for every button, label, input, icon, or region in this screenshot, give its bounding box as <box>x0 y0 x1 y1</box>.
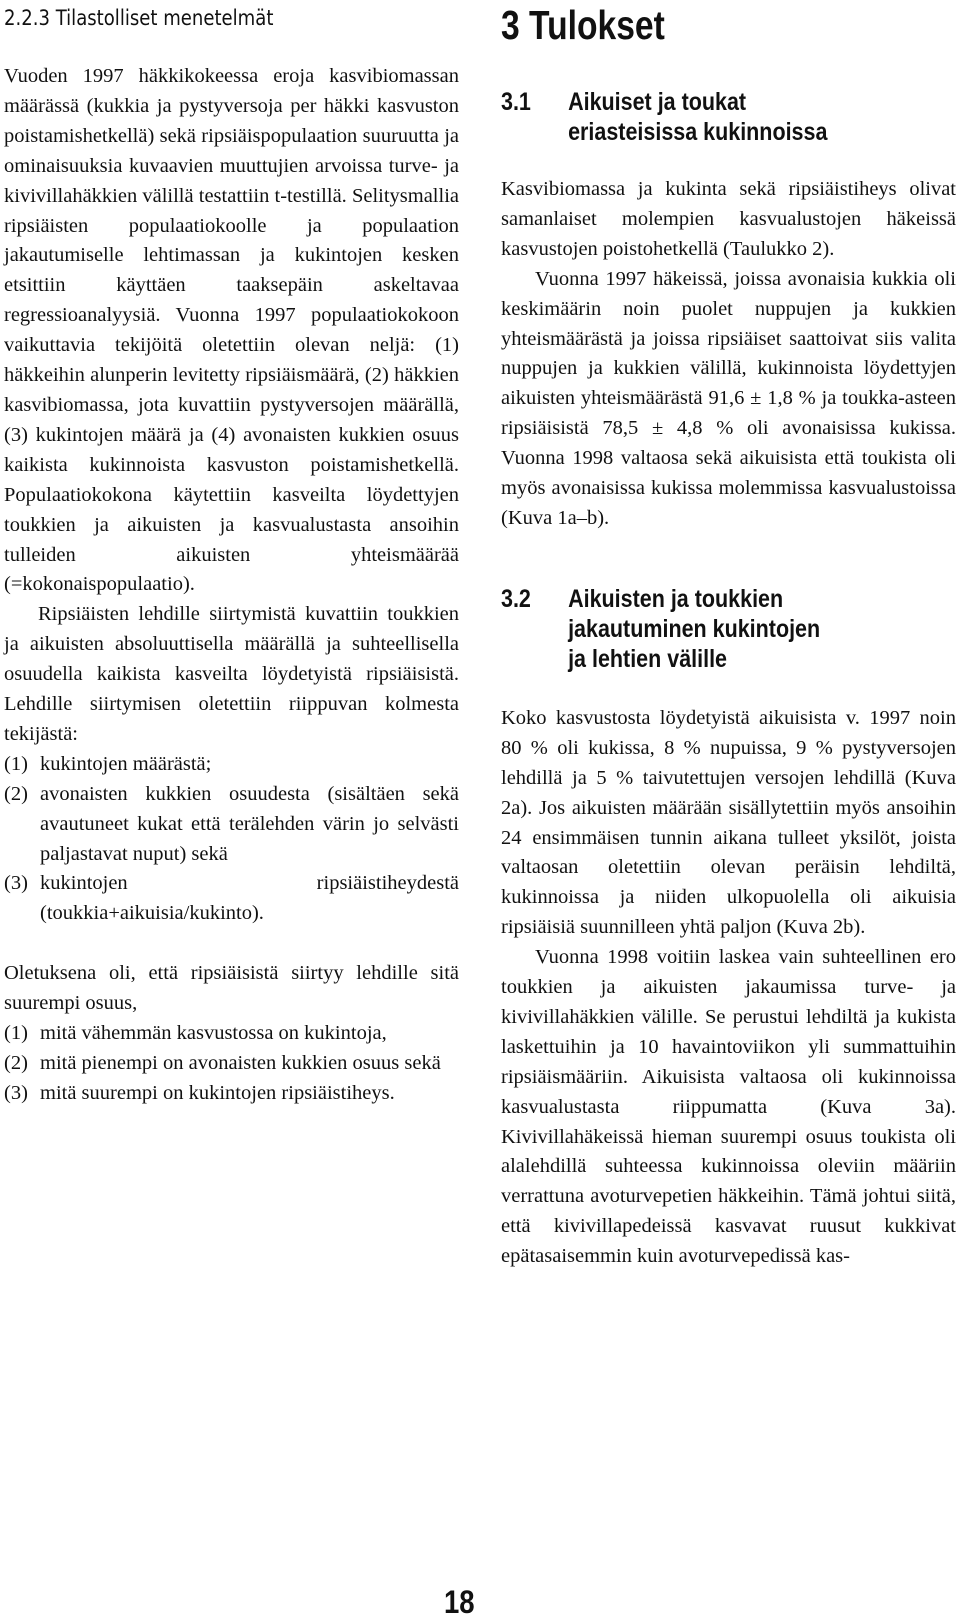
list-item-label: (1) <box>4 1022 28 1045</box>
list-item-label: (2) <box>4 782 28 805</box>
list-item-text: mitä pienempi on avonaisten kukkien osuus sekä <box>40 1052 441 1074</box>
section-number: 3.1 <box>501 88 531 116</box>
section-number: 3.2 <box>501 584 531 613</box>
list-item <box>4 750 459 780</box>
results-paragraph-3: Koko kasvustosta löydetyistä aikuisista v. 1997 noin 80 % oli kukissa, 8 % nupuissa, 9 % pystyversojen lehdillä ja 5 % taivutettujen versojen lehdillä (Kuva 2a). Jos aikuisten määrään sisällytettiin myös ansoihin 24 ensimmäisen tunnin aikana tulleet yksilöt, joista valtaosan oletettiin olevan peräisin lehdiltä, kukinnoissa ja niiden ulkopuolella oli aikuisia ripsiäisiä suunnilleen yhtä paljon (Kuva 2b). <box>501 706 956 939</box>
list-item <box>4 1049 459 1079</box>
list-item-text: kukintojen määrästä; <box>40 752 212 775</box>
subsection-heading: 2.2.3 Tilastolliset menetelmät <box>4 6 274 30</box>
list-item-text: avonaisten kukkien osuudesta (sisältäen sekä avautuneet kukat että terälehden värin jo selvästi paljastavat nuput) sekä <box>40 782 459 865</box>
chapter-heading: 3 Tulokset <box>501 2 665 48</box>
list-item-text: mitä vähemmän kasvustossa on kukintoja, <box>40 1022 387 1045</box>
methods-paragraph-1: Vuoden 1997 häkkikokeessa eroja kasvibiomassan määrässä (kukkia ja pystyversoja per häkki kasvuston poistamishetkellä) sekä ripsiäispopulaation suuruutta ja ominaisuuksia kuvaavien muuttujien arvoissa turve- ja kivivillahäkkien välillä testattiin t-testillä. Selitysmallia ripsiäisten populaatiokoolle ja populaation jakautumiselle lehtimassan ja kukintojen kesken etsittiin käyttäen taaksepäin askeltavaa regressioanalyysiä. Vuonna 1997 populaatiokokoon vaikuttavia tekijöitä oletettiin olevan neljä: (1) häkkeihin alunperin levitetty ripsiäismäärä, (2) häkkien kasvibiomassa, jota kuvattiin pystyversojen määrällä, (3) kukintojen määrä ja (4) avonaisten kukkien osuus kaikista kukinnoista kasvuston poistamishetkellä. Populaatiokokona käytettiin kasveilta löydettyjen toukkien ja aikuisten ja kasvualustasta ansoihin tulleiden aikuisten yhteismäärää (=kokonaispopulaatio). <box>4 65 459 596</box>
section-title-line: Aikuiset ja toukat <box>568 88 747 116</box>
list-item-label: (3) <box>4 1081 28 1104</box>
page-number: 18 <box>444 1584 475 1620</box>
section-title-line: jakautuminen kukintojen <box>568 614 821 643</box>
right-column <box>501 0 956 1272</box>
methods-paragraph-2: Ripsiäisten lehdille siirtymistä kuvattiin toukkien ja aikuisten absoluuttisella määrällä ja suhteellisella osuudella kaikista kasveilta löydetyistä ripsiäisistä. Lehdille siirtymisen oletettiin riippuvan kolmesta tekijästä: <box>4 603 459 745</box>
factor-list <box>4 750 459 929</box>
section-title-line: eriasteisissa kukinnoissa <box>568 118 828 146</box>
section-title-line: Aikuisten ja toukkien <box>568 584 784 613</box>
hypothesis-list <box>4 1019 459 1109</box>
hypothesis-paragraph: Oletuksena oli, että ripsiäisistä siirtyy lehdille sitä suurempi osuus, <box>4 962 459 1015</box>
list-item <box>4 1079 459 1109</box>
list-item-label: (3) <box>4 872 28 895</box>
list-item <box>4 869 459 929</box>
list-item-text: mitä suurempi on kukintojen ripsiäistiheys. <box>40 1081 395 1104</box>
results-paragraph-1: Kasvibiomassa ja kukinta sekä ripsiäistiheys olivat samanlaiset molempien kasvualustojen häkeissä kasvustojen poistohetkellä (Taulukko 2). <box>501 178 956 260</box>
section-title <box>568 87 827 147</box>
section-title-line: ja lehtien välille <box>568 644 728 673</box>
list-item <box>4 780 459 870</box>
list-item <box>4 1019 459 1049</box>
list-item-text: kukintojen ripsiäistiheydestä (toukkia+aikuisia/kukinto). <box>40 872 459 925</box>
results-paragraph-2: Vuonna 1997 häkeissä, joissa avonaisia kukkia oli keskimäärin noin puolet nuppujen ja kukkien yhteismäärästä ja joissa ripsiäiset saattoivat siis valita nuppujen ja kukkien välillä, kukinnoista löydettyjen aikuisten yhteismäärästä 91,6 ± 1,8 % ja toukka-asteen ripsiäisistä 78,5 ± 4,8 % oli avonaisissa kukissa. Vuonna 1998 valtaosa sekä aikuisista että toukista oli myös avonaisissa kukissa molemmissa kasvualustoissa (Kuva 1a–b). <box>501 267 956 529</box>
list-item-label: (2) <box>4 1052 28 1074</box>
results-paragraph-4: Vuonna 1998 voitiin laskea vain suhteellinen ero toukkien ja aikuisten jakaumissa turve- ja kivivillahäkkien välille. Se perustui lehdiltä ja kukista laskettuihin ja 10 havaintoviikon yli summattuihin ripsiäismääriin. Aikuisista valtaosa oli kukinnoissa kasvualustasta riippumatta (Kuva 3a). Kivivillahäkeissä hieman suurempi osuus toukista oli alalehdillä suhteessa kukinnoissa oleviin määriin verrattuna avoturvepetien häkkeihin. Tämä johtui siitä, että kivivillapedeissä kasvavat ruusut kukkivat epätasaisemmin kuin avoturvepedissä kas- <box>501 946 956 1268</box>
left-column <box>4 0 459 1109</box>
section-title <box>568 584 820 674</box>
section-heading-3-2 <box>501 584 892 674</box>
list-item-label: (1) <box>4 752 28 775</box>
section-heading-3-1 <box>501 87 892 147</box>
